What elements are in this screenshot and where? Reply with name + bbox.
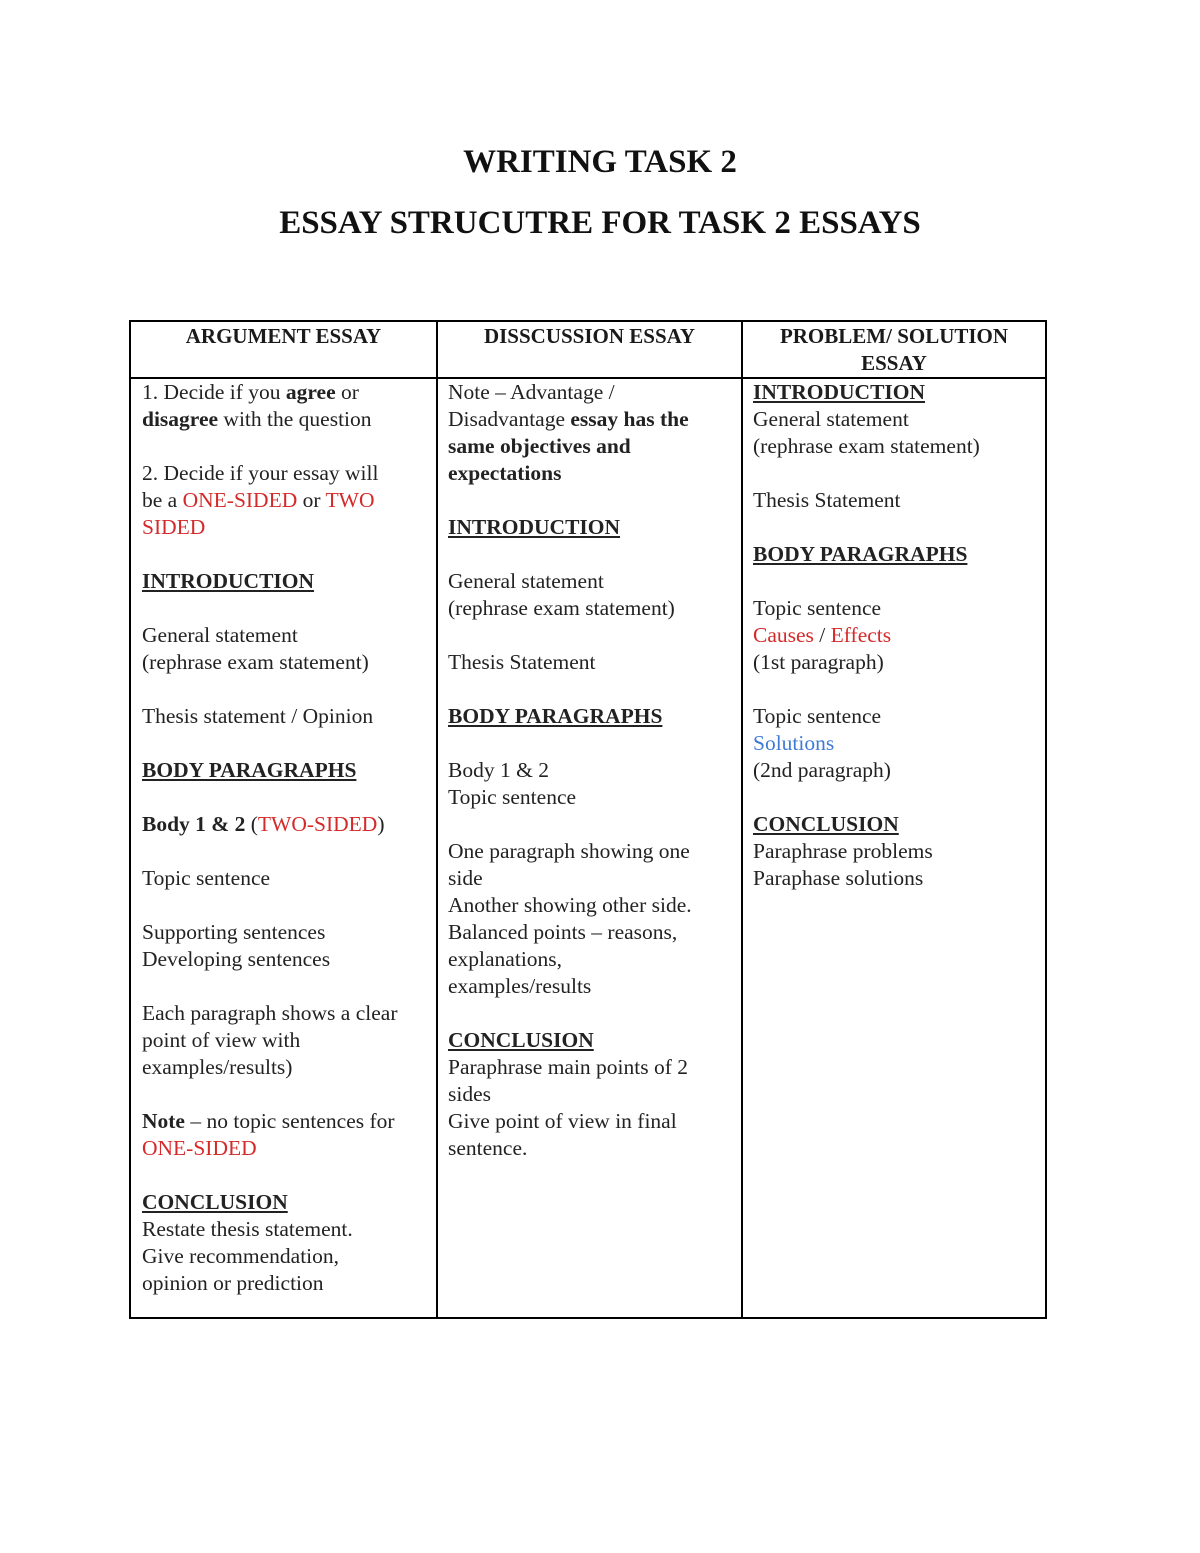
text-line: sides [448, 1082, 491, 1106]
text-line: Each paragraph shows a clear [142, 1001, 398, 1025]
text-line: Paraphrase main points of 2 [448, 1055, 689, 1079]
text-line: Note – no topic sentences for [142, 1109, 395, 1133]
text-line: (rephrase exam statement) [753, 434, 980, 458]
text-line: Thesis statement / Opinion [142, 704, 374, 728]
text-line: Topic sentence [142, 866, 271, 890]
text-line: (rephrase exam statement) [448, 596, 675, 620]
section-heading: BODY PARAGRAPHS [142, 758, 357, 782]
column-divider [741, 322, 743, 1317]
header-argument-essay [131, 322, 436, 377]
text-line: be a ONE-SIDED or TWO [142, 488, 375, 512]
text-line: sentence. [448, 1136, 528, 1160]
text-line: Body 1 & 2 (TWO-SIDED) [142, 812, 385, 836]
text-line: Thesis Statement [448, 650, 596, 674]
header-discussion-essay [438, 322, 741, 377]
text-line: One paragraph showing one [448, 839, 690, 863]
text-line: (rephrase exam statement) [142, 650, 369, 674]
text-line: Causes / Effects [753, 623, 892, 647]
text-line: examples/results [448, 974, 592, 998]
text-line: SIDED [142, 515, 206, 539]
argument-essay-column [142, 379, 397, 1297]
text-line: Disadvantage essay has the [448, 407, 689, 431]
text-line: 2. Decide if your essay will [142, 461, 379, 485]
text-line: Restate thesis statement. [142, 1217, 353, 1241]
text-line: Give recommendation, [142, 1244, 340, 1268]
text-line: Paraphrase problems [753, 839, 933, 863]
header-label: DISSCUSSION ESSAY [483, 324, 696, 348]
text-line: (1st paragraph) [753, 650, 884, 674]
page-title: WRITING TASK 2 [463, 144, 737, 180]
text-line: (2nd paragraph) [753, 758, 891, 782]
text-line: disagree with the question [142, 407, 372, 431]
section-heading: BODY PARAGRAPHS [448, 704, 663, 728]
text-line: Solutions [753, 731, 835, 755]
header-label: ARGUMENT ESSAY [185, 324, 382, 348]
problem-solution-essay-column [753, 379, 980, 892]
text-line: Supporting sentences [142, 920, 326, 944]
section-heading: INTRODUCTION [753, 380, 926, 404]
text-line: Balanced points – reasons, [448, 920, 678, 944]
discussion-essay-column [448, 379, 692, 1162]
header-problem-solution-essay [743, 322, 1045, 377]
essay-structure-table [129, 320, 1047, 1319]
text-line: Give point of view in final [448, 1109, 677, 1133]
section-heading: CONCLUSION [142, 1190, 288, 1214]
text-line: Developing sentences [142, 947, 331, 971]
text-line: General statement [448, 569, 604, 593]
text-line: Another showing other side. [448, 893, 692, 917]
text-line: examples/results) [142, 1055, 293, 1079]
text-line: same objectives and [448, 434, 631, 458]
section-heading: INTRODUCTION [142, 569, 315, 593]
text-line: General statement [753, 407, 909, 431]
section-heading: CONCLUSION [448, 1028, 594, 1052]
text-line: 1. Decide if you agree or [142, 380, 359, 404]
text-line: side [448, 866, 483, 890]
text-line: Topic sentence [753, 596, 882, 620]
column-divider [436, 322, 438, 1317]
text-line: Topic sentence [753, 704, 882, 728]
header-label: ESSAY [861, 351, 927, 375]
text-line: point of view with [142, 1028, 301, 1052]
text-line: Body 1 & 2 [448, 758, 549, 782]
section-heading: INTRODUCTION [448, 515, 621, 539]
text-line: General statement [142, 623, 298, 647]
page-subtitle: ESSAY STRUCUTRE FOR TASK 2 ESSAYS [279, 205, 921, 241]
header-label: PROBLEM/ SOLUTION [779, 324, 1009, 348]
text-line: Note – Advantage / [448, 380, 615, 404]
text-line: expectations [448, 461, 562, 485]
text-line: Topic sentence [448, 785, 577, 809]
text-line: explanations, [448, 947, 563, 971]
section-heading: CONCLUSION [753, 812, 899, 836]
text-line: opinion or prediction [142, 1271, 324, 1295]
text-line: ONE-SIDED [142, 1136, 257, 1160]
text-line: Thesis Statement [753, 488, 901, 512]
text-line: Paraphase solutions [753, 866, 924, 890]
section-heading: BODY PARAGRAPHS [753, 542, 968, 566]
